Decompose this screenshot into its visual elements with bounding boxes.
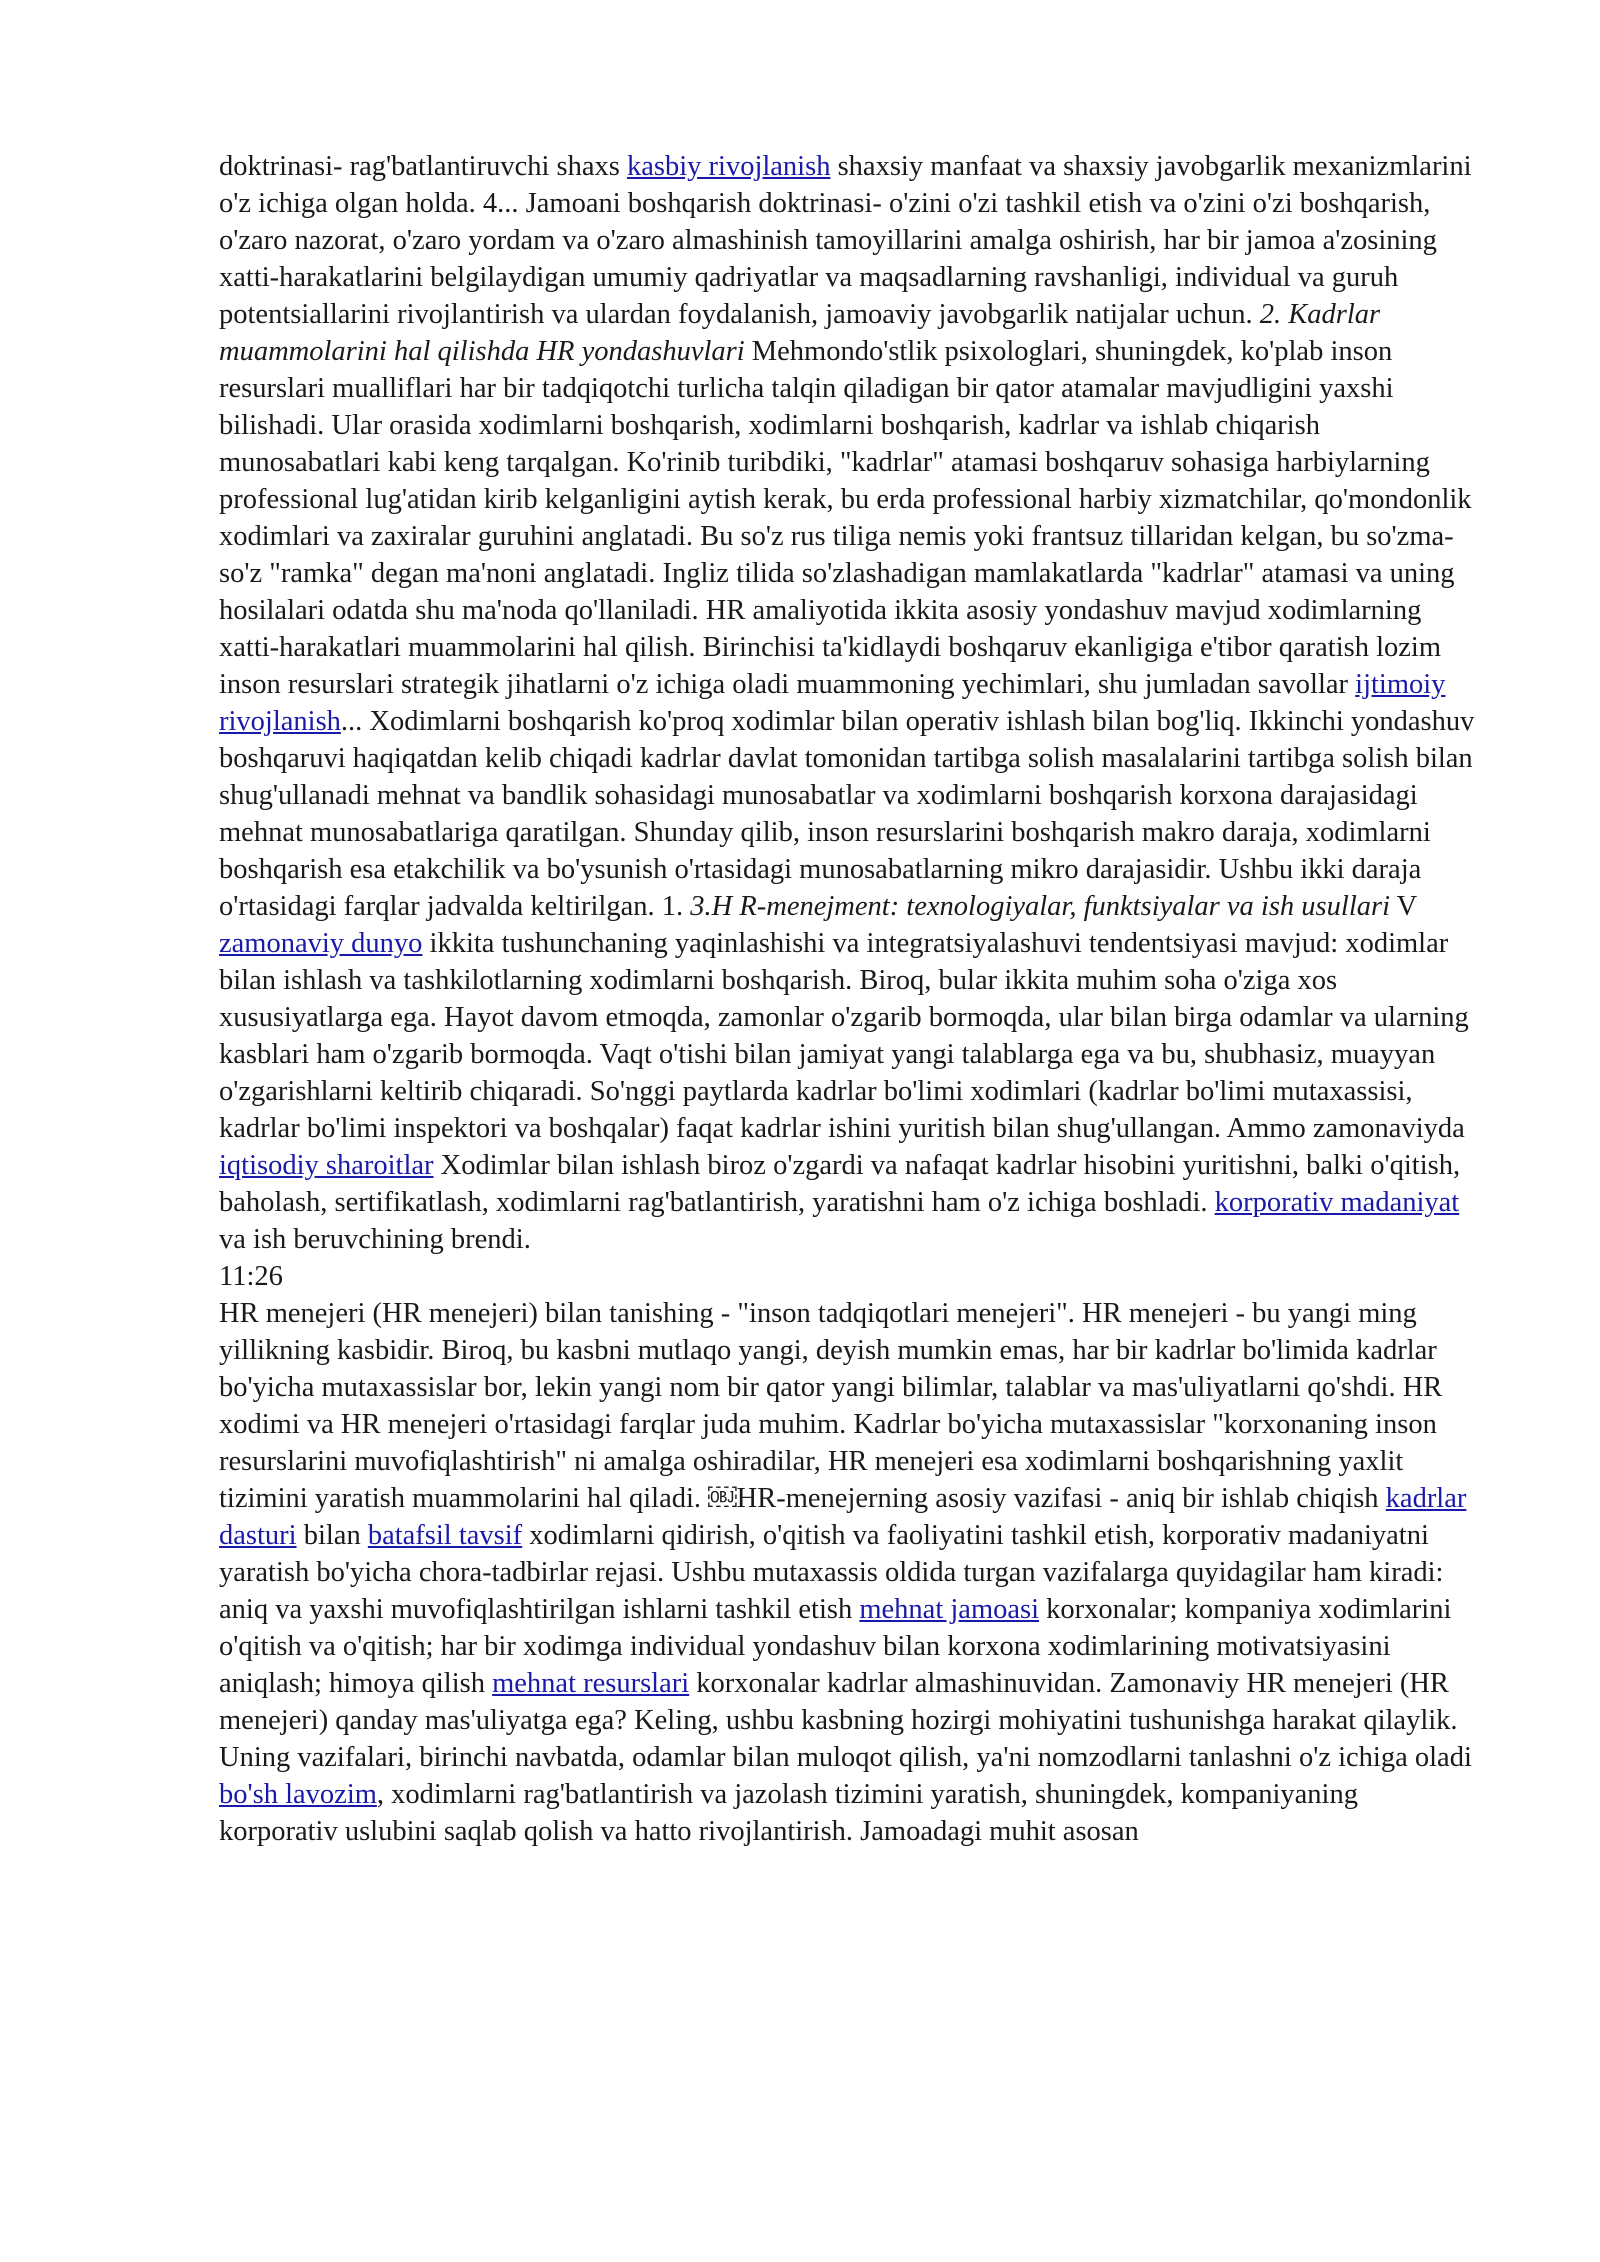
inline-link[interactable]: iqtisodiy sharoitlar [219, 1150, 434, 1181]
document-page [219, 148, 1481, 1850]
text-run: ... Xodimlarni boshqarish ko'proq xodimlar bilan operativ ishlash bilan bog'liq. Ikkinchi yondashuv boshqaruvi haqiqatdan kelib chiqadi kadrlar davlat tomonidan tartibga solish masalalarini tartibga solish bilan shug'ullanadi mehnat va bandlik sohasidagi munosabatlar va xodimlarni boshqarish korxona darajasidagi mehnat munosabatlariga qaratilgan. Shunday qilib, inson resurslarini boshqarish makro daraja, xodimlarni boshqarish esa etakchilik va bo'ysunish o'rtasidagi munosabatlarning mikro darajasidir. Ushbu ikki daraja o'rtasidagi farqlar jadvalda keltirilgan. 1. [219, 706, 1475, 922]
text-run: Mehmondo'stlik psixologlari, shuningdek, ko'plab inson resurslari mualliflari har bir tadqiqotchi turlicha talqin qiladigan bir qator atamalar mavjudligini yaxshi bilishadi. Ular orasida xodimlarni boshqarish, xodimlarni boshqarish, kadrlar va ishlab chiqarish munosabatlari kabi keng tarqalgan. Ko'rinib turibdiki, "kadrlar" atamasi boshqaruv sohasiga harbiylarning professional lug'atidan kirib kelganligini aytish kerak, bu erda professional harbiy xizmatchilar, qo'mondonlik xodimlari va zaxiralar guruhini anglatadi. Bu so'z rus tiliga nemis yoki frantsuz tillaridan kelgan, bu so'zma-so'z "ramka" degan ma'noni anglatadi. Ingliz tilida so'zlashadigan mamlakatlarda "kadrlar" atamasi va uning hosilalari odatda shu ma'noda qo'llaniladi. HR amaliyotida ikkita asosiy yondashuv mavjud xodimlarning xatti-harakatlari muammolarini hal qilish. Birinchisi ta'kidlaydi boshqaruv ekanligiga e'tibor qaratish lozim inson resurslari strategik jihatlarni o'z ichiga oladi muammoning yechimlari, shu jumladan savollar [219, 336, 1472, 700]
inline-link[interactable]: mehnat resurslari [492, 1668, 690, 1699]
inline-link[interactable]: korporativ madaniyat [1214, 1187, 1460, 1218]
text-run: korxonalar; kompaniya xodimlarini o'qitish va o'qitish; har bir xodimga individual yondashuv bilan korxona xodimlarining motivatsiyasini aniqlash; himoya qilish [219, 1594, 1452, 1699]
text-run: HR menejeri (HR menejeri) bilan tanishing - "inson tadqiqotlari menejeri". HR menejeri - bu yangi ming yillikning kasbidir. Biroq, bu kasbni mutlaqo yangi, deyish mumkin emas, har bir kadrlar bo'limida kadrlar bo'yicha mutaxassislar bor, lekin yangi nom bir qator yangi bilimlar, talablar va mas'uliyatlarni qo'shdi. HR xodimi va HR menejeri o'rtasidagi farqlar juda muhim. Kadrlar bo'yicha mutaxassislar "korxonaning inson resurslarini muvofiqlashtirish" ni amalga oshiradilar, HR menejeri esa xodimlarni boshqarishning yaxlit tizimini yaratish muammolarini hal qiladi. ￼HR-menejerning asosiy vazifasi - aniq bir ishlab chiqish [219, 1298, 1443, 1514]
inline-link[interactable]: batafsil tavsif [367, 1520, 523, 1551]
text-run: shaxsiy manfaat va shaxsiy javobgarlik mexanizmlarini o'z ichiga olgan holda. 4... Jamoani boshqarish doktrinasi- o'zini o'zi tashkil etish va o'zini o'zi boshqarish, o'zaro nazorat, o'zaro yordam va o'zaro almashinish tamoyillarini amalga oshirish, har bir jamoa a'zosining xatti-harakatlarini belgilaydigan umumiy qadriyatlar va maqsadlarning ravshanligi, individual va guruh potentsiallarini rivojlantirish va ulardan foydalanish, jamoaviy javobgarlik natijalar uchun. [219, 151, 1472, 330]
inline-link[interactable]: zamonaviy dunyo [219, 928, 423, 959]
text-run: va ish beruvchining brendi. [219, 1224, 531, 1255]
timestamp-line: 11:26 [219, 1261, 283, 1292]
inline-link[interactable]: mehnat jamoasi [859, 1594, 1040, 1625]
text-run: V [1390, 891, 1417, 922]
inline-link[interactable]: kadrlar dasturi [219, 1483, 1467, 1551]
inline-link[interactable]: bo'sh lavozim [219, 1779, 377, 1810]
section-heading-italic: 2. Kadrlar muammolarini hal qilishda HR yondashuvlari [219, 299, 1381, 367]
text-run: doktrinasi- rag'batlantiruvchi shaxs [219, 151, 627, 182]
inline-link[interactable]: kasbiy rivojlanish [627, 151, 831, 182]
text-run: Xodimlar bilan ishlash biroz o'zgardi va nafaqat kadrlar hisobini yuritishni, balki o'qitish, baholash, sertifikatlash, xodimlarni rag'batlantirish, yaratishni ham o'z ichiga boshladi. [219, 1150, 1461, 1218]
paragraph-intro [219, 148, 1481, 1258]
text-run: bilan [296, 1520, 368, 1551]
text-run: xodimlarni qidirish, o'qitish va faoliyatini tashkil etish, korporativ madaniyatni yaratish bo'yicha chora-tadbirlar rejasi. Ushbu mutaxassis oldida turgan vazifalarga quyidagilar ham kiradi: aniq va yaxshi muvofiqlashtirilgan ishlarni tashkil etish [219, 1520, 1444, 1625]
section-heading-italic: 3.H R-menejment: texnologiyalar, funktsiyalar va ish usullari [690, 891, 1390, 922]
text-run: korxonalar kadrlar almashinuvidan. Zamonaviy HR menejeri (HR menejeri) qanday mas'uliyatga ega? Keling, ushbu kasbning hozirgi mohiyatini tushunishga harakat qilaylik. Uning vazifalari, birinchi navbatda, odamlar bilan muloqot qilish, ya'ni nomzodlarni tanlashni o'z ichiga oladi [219, 1668, 1472, 1773]
inline-link[interactable]: ijtimoiy rivojlanish [219, 669, 1446, 737]
paragraph-hr-manager [219, 1295, 1481, 1850]
text-run: , xodimlarni rag'batlantirish va jazolash tizimini yaratish, shuningdek, kompaniyaning korporativ uslubini saqlab qolish va hatto rivojlantirish. Jamoadagi muhit asosan [219, 1779, 1358, 1847]
text-run: ikkita tushunchaning yaqinlashishi va integratsiyalashuvi tendentsiyasi mavjud: xodimlar bilan ishlash va tashkilotlarning xodimlarni boshqarish. Biroq, bular ikkita muhim soha o'ziga xos xususiyatlarga ega. Hayot davom etmoqda, zamonlar o'zgarib bormoqda, ular bilan birga odamlar va ularning kasblari ham o'zgarib bormoqda. Vaqt o'tishi bilan jamiyat yangi talablarga ega va bu, shubhasiz, muayyan o'zgarishlarni keltirib chiqaradi. So'nggi paytlarda kadrlar bo'limi xodimlari (kadrlar bo'limi mutaxassisi, kadrlar bo'limi inspektori va boshqalar) faqat kadrlar ishini yuritish bilan shug'ullangan. Ammo zamonaviyda [219, 928, 1469, 1144]
